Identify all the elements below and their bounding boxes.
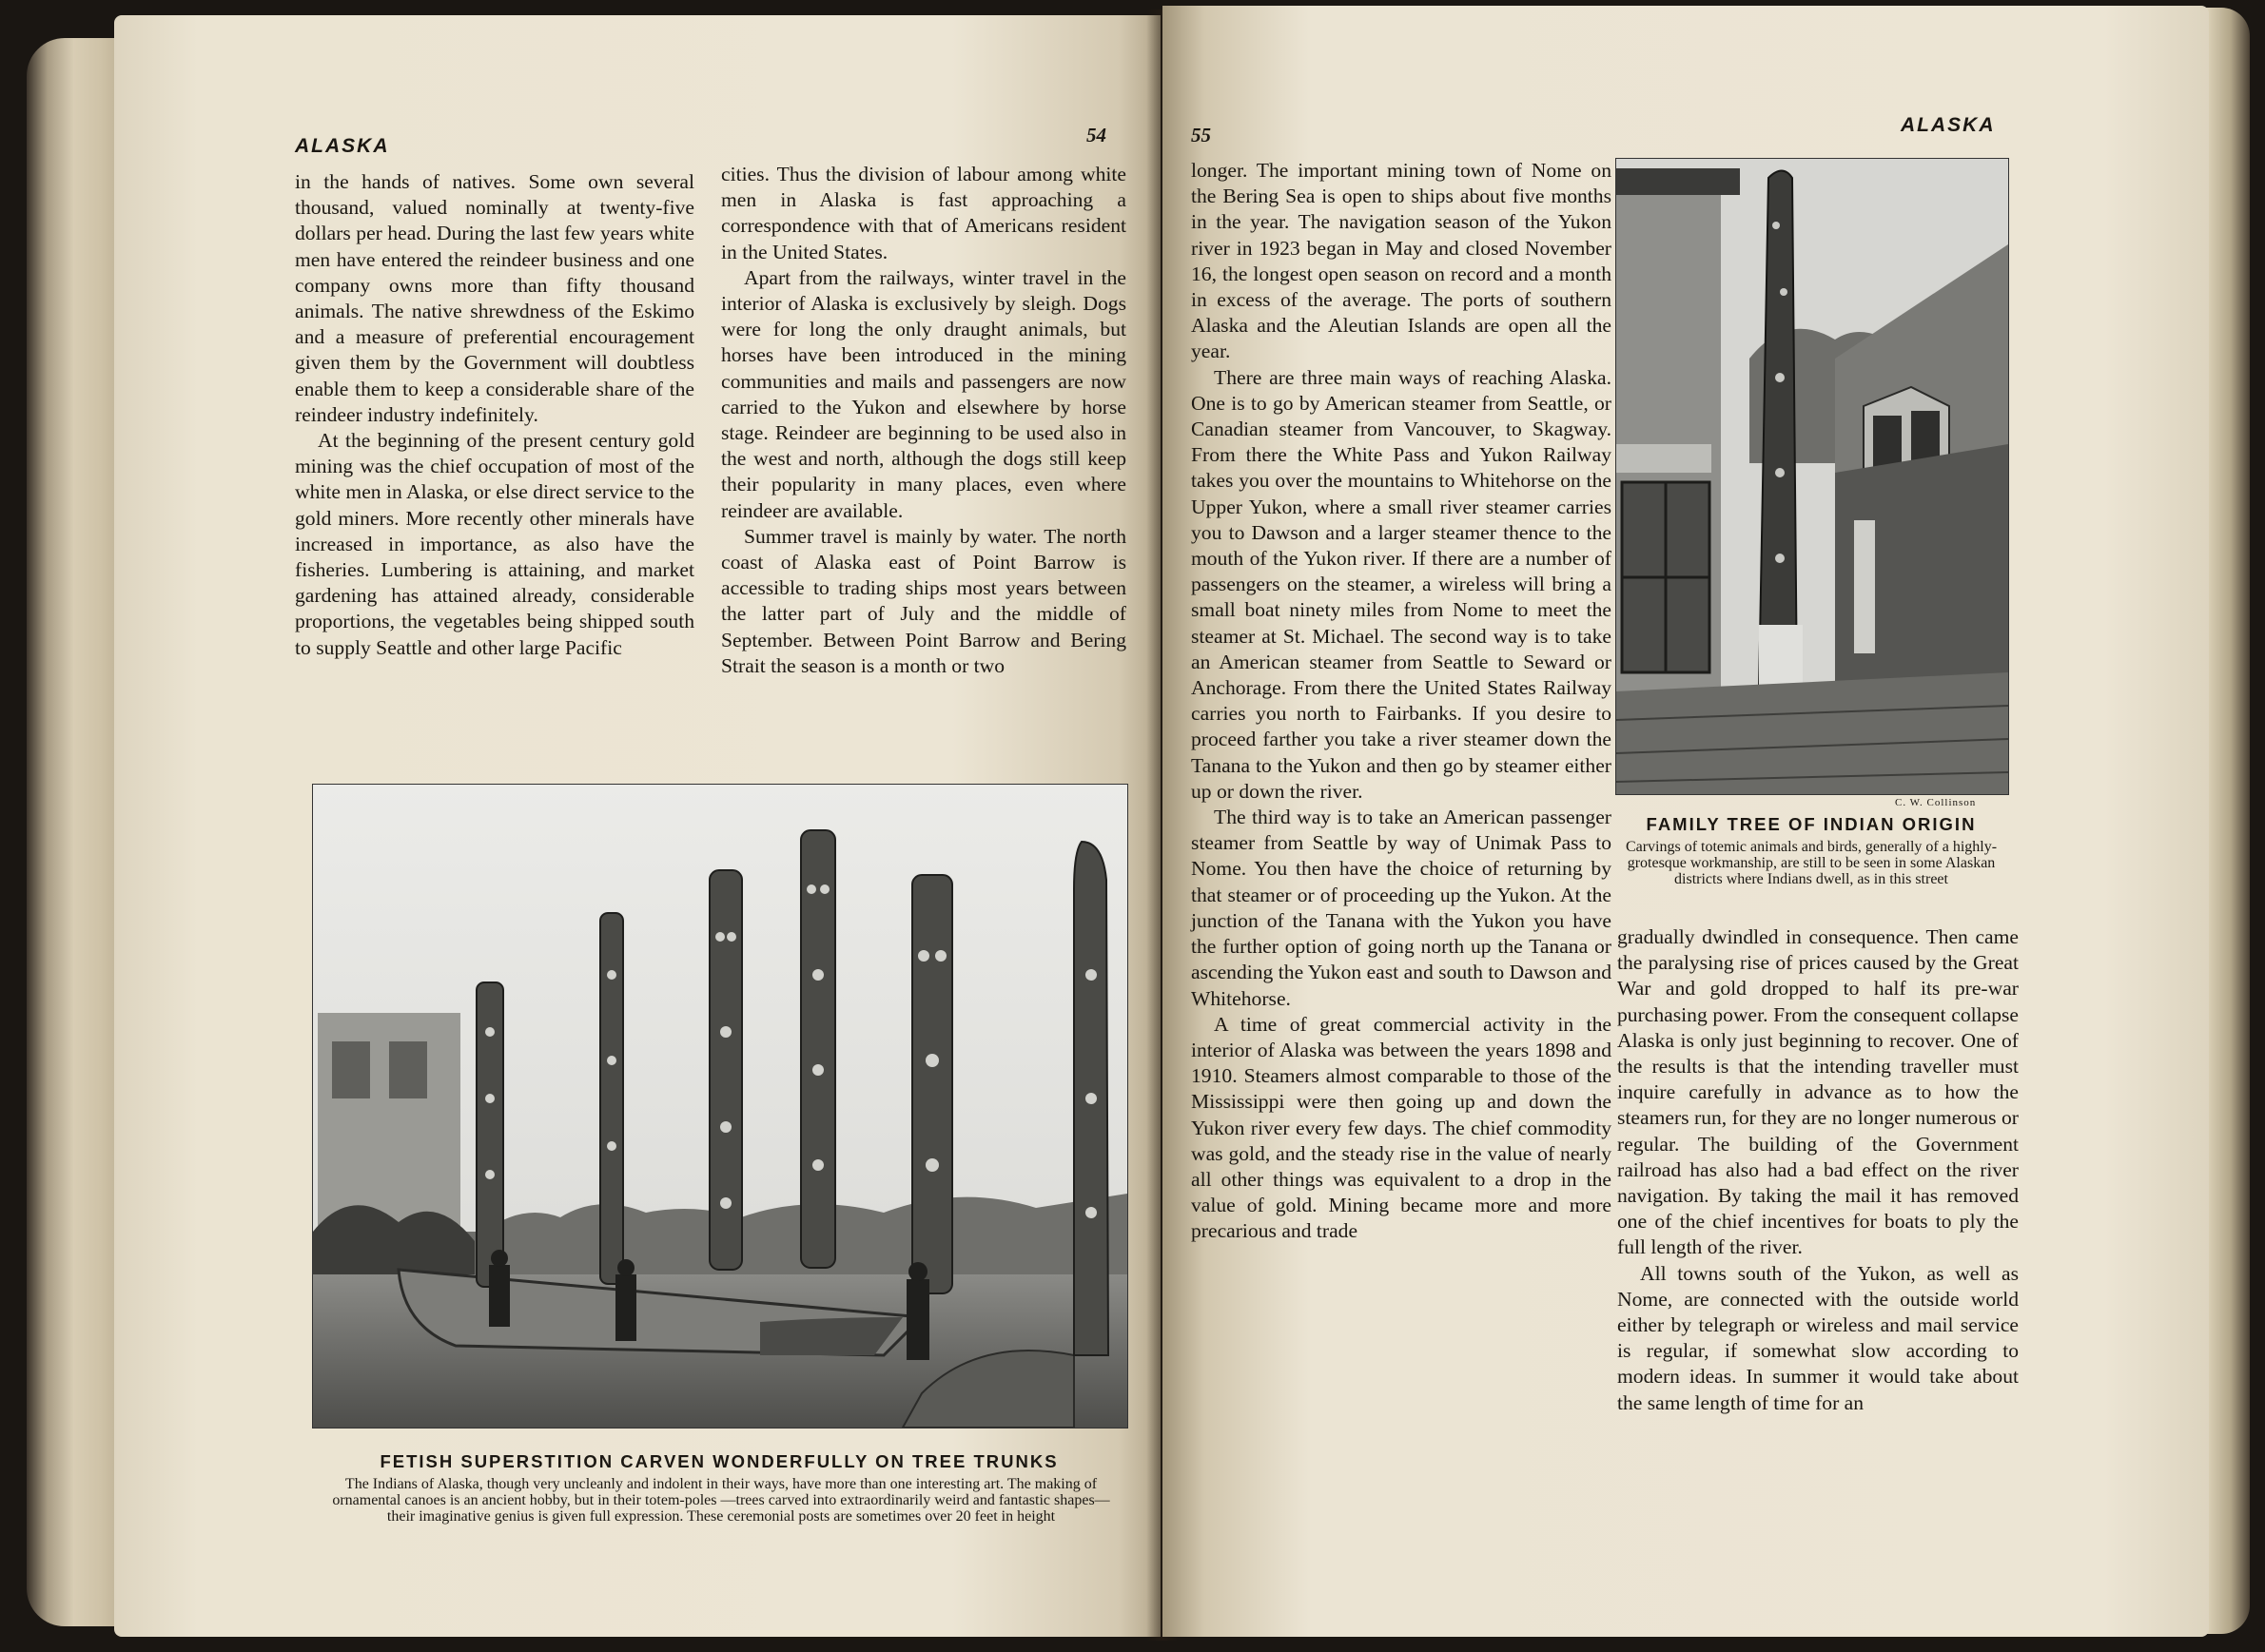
paragraph: A time of great commercial activity in the interior of Alaska was between the years 1898 and 1910. Steamers almost comparable to those of the Mississippi were then going up and down the Yukon river every few days. The chief commodity was gold, and the steady rise in the value of nearly all other things was equivalent to a drop in the value of gold. Mining became more and more precarious and trade: [1191, 1012, 1611, 1243]
paragraph: Apart from the railways, winter travel in the interior of Alaska is exclusively by sleigh. Dogs were for long the only draught animals, but horses have been introduced in the mining communities and mails and passengers are now carried to the Yukon and elsewhere by horse stage. Reindeer are beginning to be used also in the west and north, although the dogs still keep their popularity in many places, even where reindeer are available.: [721, 265, 1126, 522]
left-figure-title: FETISH SUPERSTITION CARVEN WONDERFULLY ON TREE TRUNKS: [380, 1451, 1059, 1471]
paragraph: At the beginning of the present century gold mining was the chief occupation of most of the white men in Alaska, or else direct service to the gold miners. More recently other minerals have increased in importance, as also have the fisheries. Lumbering is attaining, and market gardening has attained already, considerable proportions, the vegetables being shipped south to supply Seattle and other large Pacific: [295, 429, 694, 659]
running-head-right: ALASKA: [1901, 114, 1996, 136]
page-number-right: 55: [1191, 124, 1211, 146]
totem-poles-photo: [312, 784, 1128, 1428]
left-figure-caption: The Indians of Alaska, though very uncleanly and indolent in their ways, have more than one interesting art. The making of ornamental canoes is an ancient hobby, but in their totem-poles —trees carved into extraordinarily weird and fantastic shapes—their imaginative genius is given full expression. These ceremonial posts are sometimes over 20 feet in height: [332, 1476, 1110, 1525]
paragraph: There are three main ways of reaching Alaska. One is to go by American steamer from Seattle, or Canadian steamer from Vancouver, to Skagway. From there the White Pass and Yukon Railway takes you over the mountains to Whitehorse on the Upper Yukon, where a small river steamer carries you to Dawson and a larger steamer thence to the mouth of the Yukon river. If there are a number of passengers on the steamer, a wireless will bring a small boat ninety miles from Nome to meet the steamer at St. Michael. The second way is to take an American steamer from Seattle to Seward or Anchorage. From there the United States Railway carries you north to Fairbanks. If you desire to proceed farther you take a river steamer down the Tanana to the Yukon and then go by steamer either up or down the river.: [1191, 365, 1611, 803]
right-page: [1162, 6, 2209, 1637]
paragraph: gradually dwindled in consequence. Then came the paralysing rise of prices caused by the Great War and gold dropped to half its pre-war purchasing power. From the consequent collapse Alaska is only just beginning to recover. One of the results is that the intending traveller must inquire carefully in advance as to how the steamers run, for they are no longer numerous or regular. The building of the Government railroad has also had a bad effect on the river navigation. By taking the mail it has removed one of the chief incentives for boats to ply the full length of the river.: [1617, 925, 2019, 1259]
indian-street-photo: [1615, 158, 2009, 795]
page-number-left: 54: [1086, 124, 1106, 146]
right-figure-caption: Carvings of totemic animals and birds, generally of a highly-grotesque workmanship, are still to be seen in some Alaskan districts where Indians dwell, as in this street: [1625, 839, 1998, 887]
right-column-1: [1191, 158, 1611, 1245]
left-column-1: [295, 169, 694, 661]
running-head-left: ALASKA: [295, 135, 390, 157]
paragraph: longer. The important mining town of Nome on the Bering Sea is open to ships about five months in the year. The navigation season of the Yukon river in 1923 began in May and closed November 16, the longest open season on record and a month in excess of the average. The ports of southern Alaska and the Aleutian Islands are open all the year.: [1191, 159, 1611, 363]
paragraph: All towns south of the Yukon, as well as Nome, are connected with the outside world either by telegraph or wireless and mail service is regular, if somewhat slow according to modern ideas. In summer it would take about the same length of time for an: [1617, 1261, 2019, 1414]
left-column-2: [721, 162, 1126, 679]
paragraph: cities. Thus the division of labour among white men in Alaska is fast approaching a correspondence with that of Americans resident in the United States.: [721, 163, 1126, 263]
paragraph: Summer travel is mainly by water. The north coast of Alaska east of Point Barrow is accessible to trading ships most years between the latter part of July and the middle of September. Between Point Barrow and Bering Strait the season is a month or two: [721, 524, 1126, 677]
paragraph: in the hands of natives. Some own several thousand, valued nominally at twenty-five dollars per head. During the last few years white men have entered the reindeer business and one company owns more than fifty thousand animals. The native shrewdness of the Eskimo and a measure of preferential encouragement given them by the Government will doubtless enable them to keep a considerable share of the reindeer industry indefinitely.: [295, 170, 694, 426]
left-page: [114, 15, 1161, 1637]
right-column-2: [1617, 924, 2019, 1416]
paragraph: The third way is to take an American passenger steamer from Seattle by way of Unimak Pass to Nome. You then have the choice of returning by that steamer or of proceeding up the Yukon. At the junction of the Tanana with the Yukon you have the further option of going north up the Tanana or ascending the Yukon east and south to Dawson and Whitehorse.: [1191, 806, 1611, 1010]
photo-credit: C. W. Collinson: [1895, 797, 1977, 808]
right-figure-title: FAMILY TREE OF INDIAN ORIGIN: [1646, 814, 1977, 834]
